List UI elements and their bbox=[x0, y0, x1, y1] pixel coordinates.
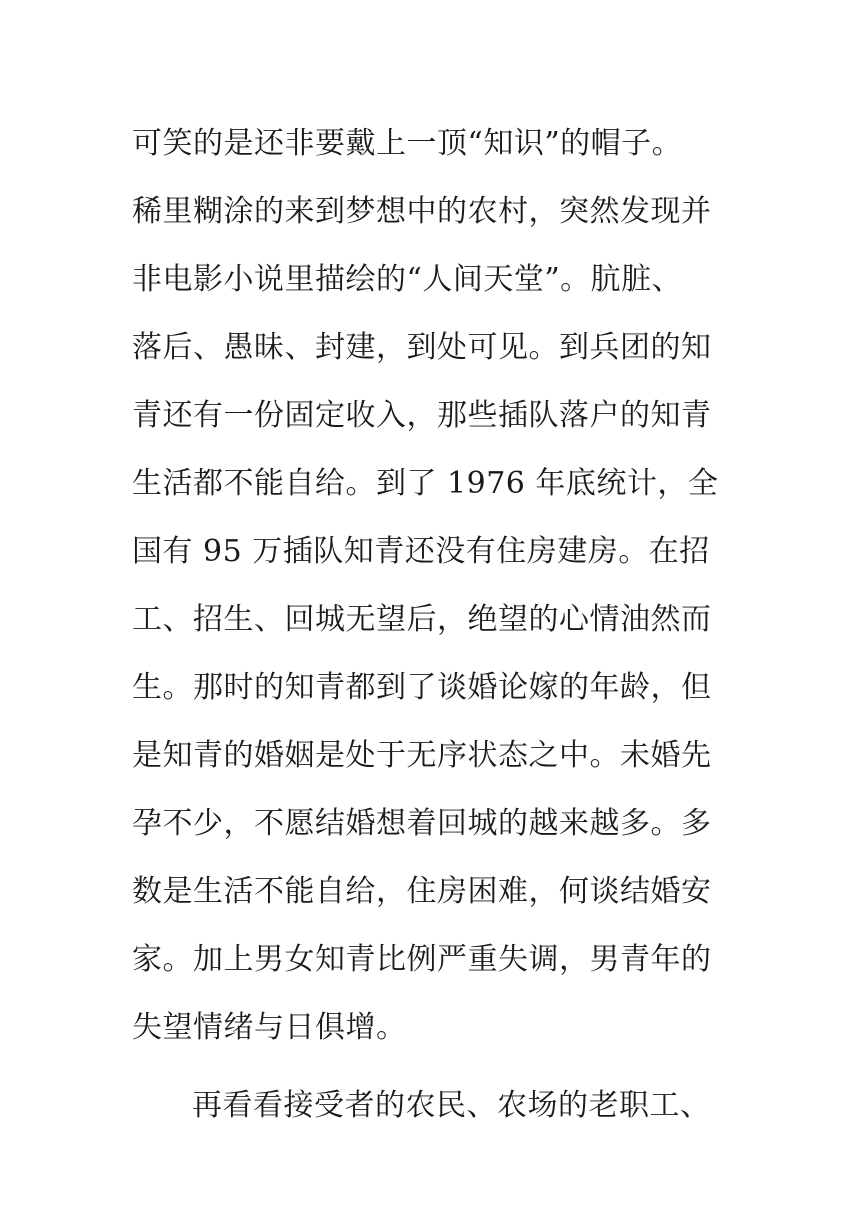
text-line-13: 家。加上男女知青比例严重失调，男青年的 bbox=[132, 942, 712, 977]
text-line-8: 工、招生、回城无望后，绝望的心情油然而 bbox=[132, 602, 712, 637]
text-line-2: 稀里糊涂的来到梦想中的农村，突然发现并 bbox=[132, 194, 712, 229]
text-line-10: 是知青的婚姻是处于无序状态之中。未婚先 bbox=[132, 738, 712, 773]
text-line-14: 失望情绪与日俱增。 bbox=[132, 1010, 407, 1045]
text-line-5: 青还有一份固定收入，那些插队落户的知青 bbox=[132, 398, 712, 433]
text-line-9: 生。那时的知青都到了谈婚论嫁的年龄，但 bbox=[132, 670, 712, 705]
body-text bbox=[132, 110, 732, 1140]
text-line-4: 落后、愚昧、封建，到处可见。到兵团的知 bbox=[132, 330, 712, 365]
text-line-7: 国有 95 万插队知青还没有住房建房。在招 bbox=[132, 534, 710, 569]
text-line-1: 可笑的是还非要戴上一顶“知识”的帽子。 bbox=[132, 126, 683, 161]
text-line-6: 生活都不能自给。到了 1976 年底统计，全 bbox=[132, 466, 719, 501]
text-line-15: 再看看接受者的农民、农场的老职工、 bbox=[192, 1088, 711, 1123]
text-line-11: 孕不少，不愿结婚想着回城的越来越多。多 bbox=[132, 806, 712, 841]
text-line-12: 数是生活不能自给，住房困难，何谈结婚安 bbox=[132, 874, 712, 909]
text-line-3: 非电影小说里描绘的“人间天堂”。肮脏、 bbox=[132, 262, 683, 297]
